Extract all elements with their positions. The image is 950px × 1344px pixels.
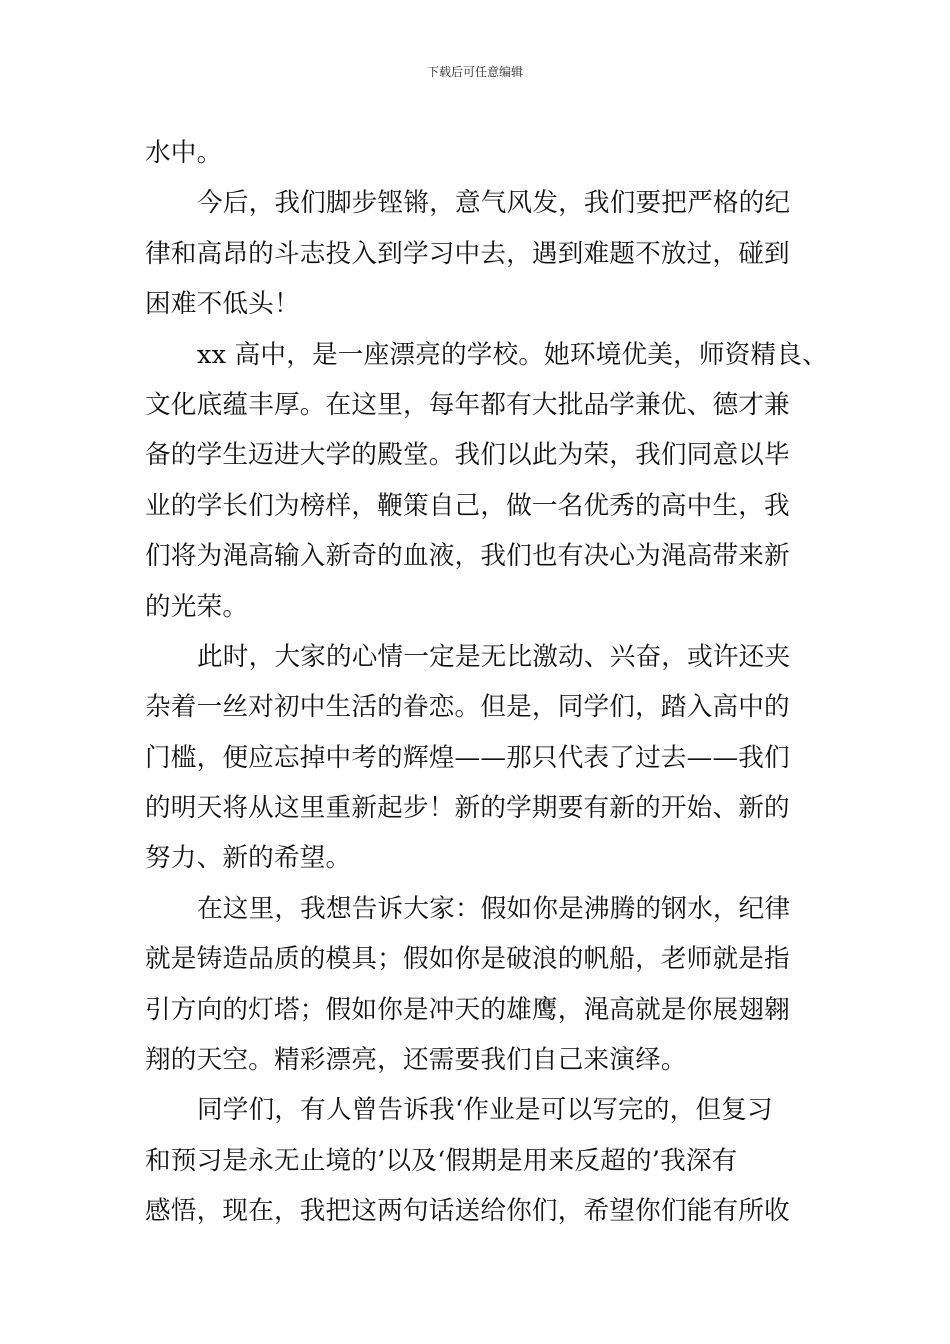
text-line: 今后，我们脚步铿锵，意气风发，我们要把严格的纪 — [197, 188, 791, 219]
paragraph — [145, 178, 807, 329]
text-line: 备的学生迈进大学的殿堂。我们以此为荣，我们同意以毕 — [145, 440, 790, 471]
text-line: 此时，大家的心情一定是无比激动、兴奋，或许还夹 — [197, 641, 791, 672]
paragraph — [145, 632, 807, 884]
text-line: 的明天将从这里重新起步！新的学期要有新的开始、新的 — [145, 793, 790, 824]
document-body — [145, 128, 828, 1237]
paragraph — [145, 1085, 807, 1236]
text-line: 感悟，现在，我把这两句话送给你们，希望你们能有所收 — [145, 1196, 790, 1227]
text-line: 业的学长们为榜样，鞭策自己，做一名优秀的高中生，我 — [145, 490, 790, 521]
paragraph — [145, 128, 807, 178]
text-line: 们将为渑高输入新奇的血液，我们也有决心为渑高带来新 — [145, 541, 790, 572]
text-line: 和预习是永无止境的’以及‘假期是用来反超的’我深有 — [145, 1145, 738, 1176]
text-line: 引方向的灯塔；假如你是冲天的雄鹰，渑高就是你展翅翱 — [145, 994, 790, 1025]
text-line: 努力、新的希望。 — [145, 843, 352, 874]
text-line: 同学们，有人曾告诉我‘作业是可以写完的，但复习 — [197, 1095, 773, 1126]
paragraph — [145, 884, 807, 1086]
text-line: 的光荣。 — [145, 591, 249, 622]
page-header: 下载后可任意编辑 — [426, 65, 523, 79]
text-line: 律和高昂的斗志投入到学习中去，遇到难题不放过，碰到 — [145, 238, 790, 269]
text-line: 杂着一丝对初中生活的眷恋。但是，同学们，踏入高中的 — [145, 692, 790, 723]
text-line: 文化底蕴丰厚。在这里，每年都有大批品学兼优、德才兼 — [145, 389, 790, 420]
text-line: 翔的天空。精彩漂亮，还需要我们自己来演绎。 — [145, 1045, 687, 1076]
text-line: 在这里，我想告诉大家：假如你是沸腾的钢水，纪律 — [197, 893, 791, 924]
text-line: 就是铸造品质的模具；假如你是破浪的帆船，老师就是指 — [145, 944, 790, 975]
text-line: xx 高中，是一座漂亮的学校。她环境优美，师资精良、 — [197, 339, 828, 370]
text-line: 困难不低头！ — [145, 289, 300, 320]
text-line: 水中。 — [145, 138, 223, 168]
paragraph — [145, 330, 828, 632]
text-line: 门槛，便应忘掉中考的辉煌——那只代表了过去——我们 — [145, 742, 790, 773]
